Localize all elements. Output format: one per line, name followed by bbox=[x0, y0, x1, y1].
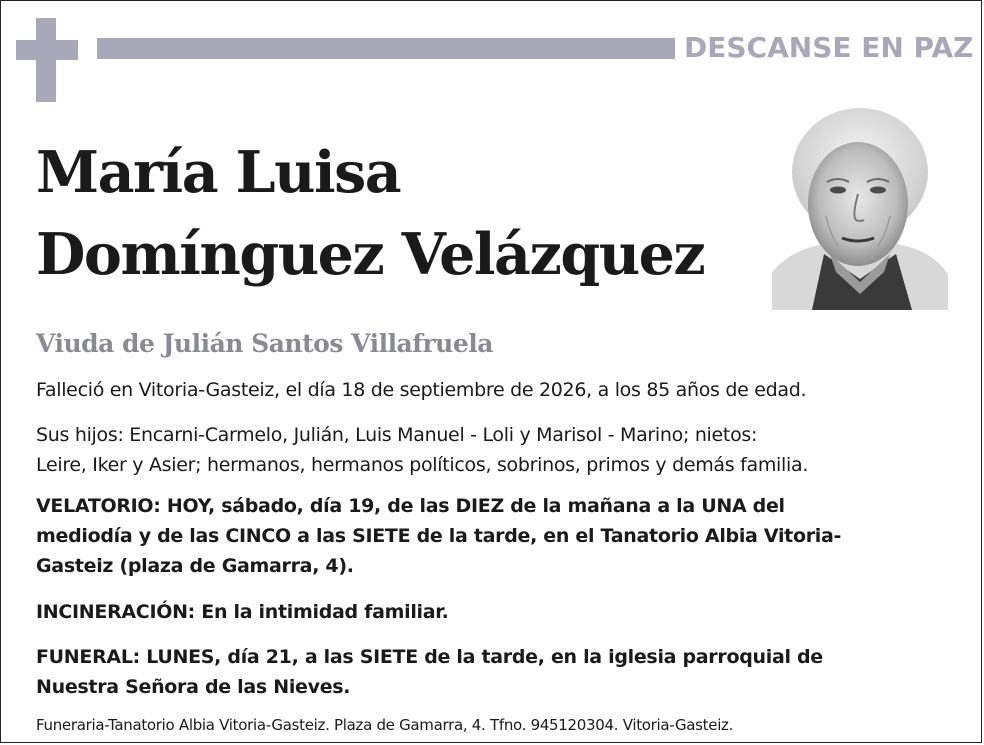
cross-icon bbox=[16, 18, 78, 102]
cremation-paragraph: INCINERACIÓN: En la intimidad familiar. bbox=[36, 601, 449, 623]
widow-of-subtitle: Viuda de Julián Santos Villafruela bbox=[36, 329, 493, 358]
funeral-line-2: Nuestra Señora de las Nieves. bbox=[36, 676, 351, 698]
family-line-2: Leire, Iker y Asier; hermanos, hermanos políticos, sobrinos, primos y demás familia. bbox=[36, 454, 809, 476]
name-line-1: María Luisa bbox=[36, 139, 401, 206]
funeral-home-footer: Funeraria-Tanatorio Albia Vitoria-Gasteiz. Plaza de Gamarra, 4. Tfno. 945120304. Vitoria-Gasteiz. bbox=[36, 716, 734, 734]
funeral-paragraph bbox=[36, 642, 956, 702]
funeral-line-1: FUNERAL: LUNES, día 21, a las SIETE de la tarde, en la iglesia parroquial de bbox=[36, 646, 823, 668]
name-line-2: Domínguez Velázquez bbox=[36, 221, 705, 288]
wake-line-3: Gasteiz (plaza de Gamarra, 4). bbox=[36, 555, 354, 577]
wake-line-1: VELATORIO: HOY, sábado, día 19, de las DIEZ de la mañana a la UNA del bbox=[36, 495, 785, 517]
family-paragraph bbox=[36, 420, 956, 480]
header-bar bbox=[97, 38, 675, 59]
wake-paragraph bbox=[36, 491, 956, 581]
portrait-photo bbox=[772, 104, 948, 310]
wake-line-2: mediodía y de las CINCO a las SIETE de la tarde, en el Tanatorio Albia Vitoria- bbox=[36, 525, 842, 547]
deceased-name bbox=[36, 132, 704, 296]
header-label: DESCANSE EN PAZ bbox=[684, 31, 974, 64]
family-line-1: Sus hijos: Encarni-Carmelo, Julián, Luis Manuel - Loli y Marisol - Marino; nietos: bbox=[36, 424, 758, 446]
death-notice: Falleció en Vitoria-Gasteiz, el día 18 de septiembre de 2026, a los 85 años de edad. bbox=[36, 379, 807, 401]
